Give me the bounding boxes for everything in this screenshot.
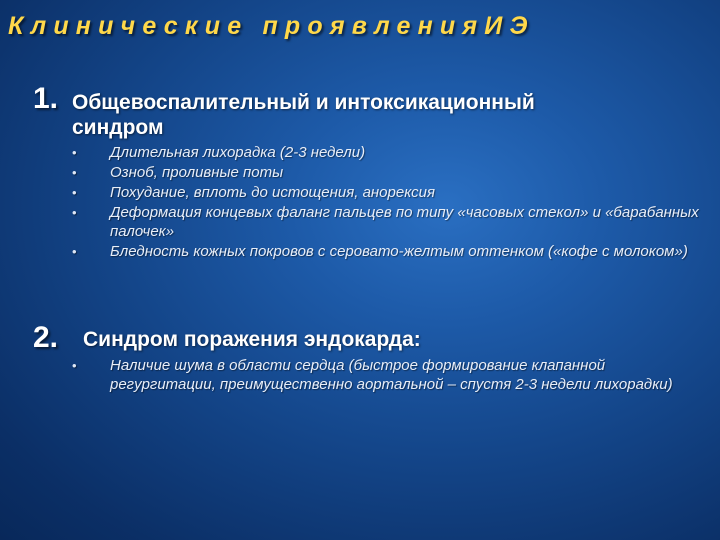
list-item-text: Наличие шума в области сердца (быстрое формирование клапанной регургитации, преимущественно аортальной – спустя 2-3 недели лихорадки) — [110, 357, 673, 393]
list-item — [72, 242, 702, 261]
list-item — [72, 143, 702, 162]
list-item-text: Похудание, вплоть до истощения, анорексия — [110, 184, 435, 201]
bullet-icon: • — [72, 244, 77, 259]
list-item — [72, 203, 702, 241]
list-item-text: Бледность кожных покровов с серовато-желтым оттенком («кофе с молоком») — [110, 243, 688, 260]
list-item-text: Длительная лихорадка (2-3 недели) — [110, 144, 366, 161]
bullet-icon: • — [72, 358, 77, 373]
section-1-heading: Общевоспалительный и интоксикационный синдром — [72, 91, 535, 139]
bullet-icon: • — [72, 205, 77, 220]
section-1-bullet-list — [72, 143, 702, 261]
list-item — [72, 163, 702, 182]
bullet-icon: • — [72, 165, 77, 180]
section-2-bullet-list — [72, 356, 702, 394]
list-item — [72, 356, 702, 394]
slide-title: Клинические проявленияИЭ — [8, 12, 535, 40]
bullet-icon: • — [72, 185, 77, 200]
section-2-heading: Синдром поражения эндокарда: — [83, 328, 421, 351]
section-1-number: 1. — [33, 82, 59, 115]
bullet-icon: • — [72, 145, 77, 160]
section-2-number: 2. — [33, 321, 59, 354]
list-item-text: Озноб, проливные поты — [110, 164, 284, 181]
list-item — [72, 183, 702, 202]
list-item-text: Деформация концевых фаланг пальцев по типу «часовых стекол» и «барабанных палочек» — [110, 204, 699, 240]
